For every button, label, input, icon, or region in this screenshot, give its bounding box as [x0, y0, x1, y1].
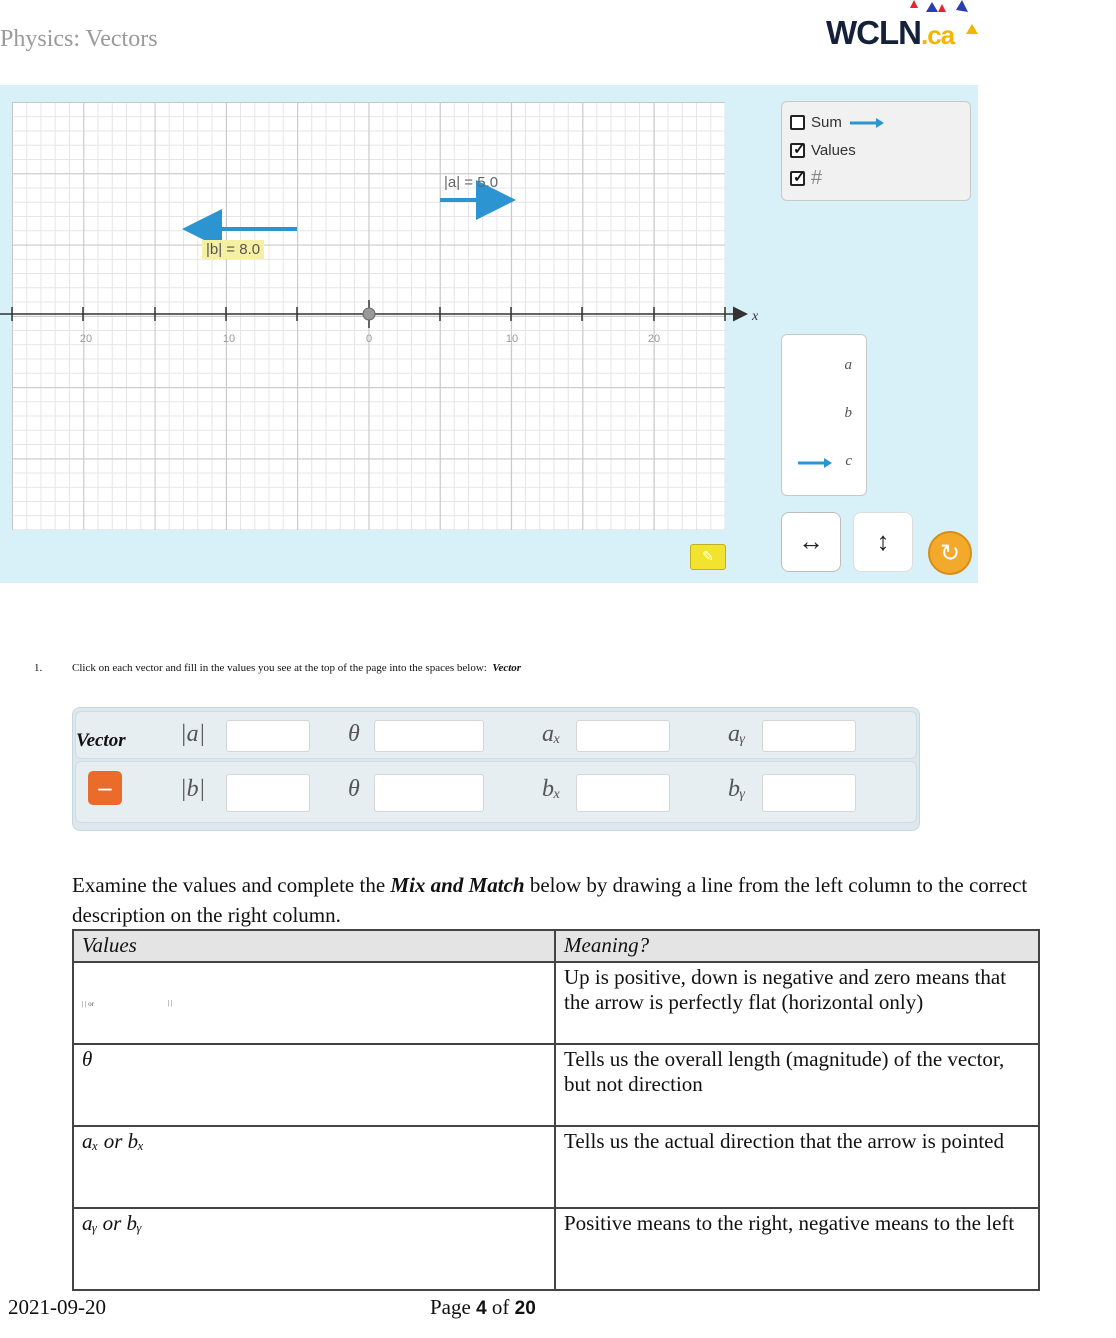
- tick-label: 20: [647, 333, 661, 345]
- bucket-vector-b[interactable]: b: [844, 405, 852, 421]
- document-title: Physics: Vectors: [0, 26, 158, 52]
- footer-page-number: [430, 1295, 536, 1320]
- values-cell-text: | | or: [82, 1000, 95, 1008]
- mag-a-symbol: |a|: [180, 721, 206, 747]
- question-number: 1.: [34, 662, 43, 674]
- logo-suffix: .ca: [920, 20, 955, 50]
- ax-input[interactable]: [576, 720, 670, 752]
- para-before: Examine the values and complete the: [72, 873, 391, 897]
- para-after: below by drawing a line from the left column to the correct description on the right column.: [72, 873, 1028, 927]
- page-current: 4: [476, 1298, 487, 1319]
- page-total: 20: [514, 1298, 536, 1319]
- instruction-paragraph: [72, 870, 1032, 930]
- remove-vector-button[interactable]: [88, 771, 122, 805]
- meaning-cell[interactable]: Tells us the overall length (magnitude) of the vector, but not direction: [555, 1044, 1039, 1126]
- values-option[interactable]: [790, 142, 856, 159]
- values-label: Values: [811, 142, 856, 159]
- values-cell-mark: | |: [168, 999, 173, 1007]
- vector-b-magnitude-label: |b| = 8.0: [202, 240, 264, 259]
- reset-button[interactable]: [928, 531, 972, 575]
- tick-label: 10: [505, 333, 519, 345]
- eraser-button[interactable]: [690, 544, 726, 570]
- grid-checkbox[interactable]: [790, 171, 805, 186]
- table-row: [73, 1208, 1039, 1290]
- by-symbol: bᵧ: [728, 776, 746, 802]
- meaning-header: Meaning?: [555, 930, 1039, 962]
- meaning-cell[interactable]: Up is positive, down is negative and zero means that the arrow is perfectly flat (horizontal only): [555, 962, 1039, 1044]
- grid-option[interactable]: [790, 167, 823, 189]
- ay-symbol: aᵧ: [728, 721, 746, 747]
- vector-label: Vector: [76, 730, 126, 751]
- horizontal-mode-button[interactable]: [781, 512, 841, 572]
- ay-input[interactable]: [762, 720, 856, 752]
- by-input[interactable]: [762, 774, 856, 812]
- meaning-cell[interactable]: Tells us the actual direction that the arrow is pointed: [555, 1126, 1039, 1208]
- page-prefix: Page: [430, 1295, 477, 1319]
- vector-simulation: [0, 85, 978, 583]
- values-cell[interactable]: aₓ or bₓ: [73, 1126, 555, 1208]
- meaning-cell[interactable]: Positive means to the right, negative means to the left: [555, 1208, 1039, 1290]
- theta-a-input[interactable]: [374, 720, 484, 752]
- wcln-logo: [822, 0, 982, 60]
- bucket-arrow-icon: [796, 457, 832, 469]
- bucket-vector-c[interactable]: c: [845, 453, 852, 469]
- page-of: of: [486, 1295, 515, 1319]
- tick-label: 10: [222, 333, 236, 345]
- vector-a-row: [75, 711, 917, 759]
- table-row: [73, 1044, 1039, 1126]
- sum-arrow-icon: [848, 117, 884, 129]
- values-cell[interactable]: aᵧ or bᵧ: [73, 1208, 555, 1290]
- tick-label: 0: [365, 333, 373, 345]
- ax-symbol: aₓ: [542, 721, 561, 747]
- mag-b-input[interactable]: [226, 774, 310, 812]
- mag-a-input[interactable]: [226, 720, 310, 752]
- mag-b-symbol: |b|: [180, 776, 206, 802]
- x-axis-label: x: [752, 309, 759, 324]
- vector-b-row: [75, 761, 917, 823]
- values-cell[interactable]: [73, 962, 555, 1044]
- table-header-row: [73, 930, 1039, 962]
- table-row: [73, 1126, 1039, 1208]
- logo-text: WCLN: [826, 14, 921, 51]
- bucket-vector-a[interactable]: a: [844, 357, 852, 373]
- eraser-icon: ✎: [702, 549, 714, 565]
- values-cell[interactable]: θ: [73, 1044, 555, 1126]
- question-1: [34, 662, 522, 674]
- vertical-mode-button[interactable]: [853, 512, 913, 572]
- sum-option[interactable]: [790, 114, 884, 131]
- question-vector-word: Vector: [492, 662, 522, 674]
- vector-values-table: [72, 707, 920, 831]
- tick-label: 20: [79, 333, 93, 345]
- sum-checkbox[interactable]: [790, 115, 805, 130]
- vector-bucket: [781, 334, 867, 496]
- footer-date: 2021-09-20: [8, 1295, 106, 1319]
- origin-dot[interactable]: [363, 308, 375, 320]
- vertical-arrows-icon: ↕: [876, 527, 890, 556]
- values-header: Values: [73, 930, 555, 962]
- sum-label: Sum: [811, 114, 842, 131]
- bx-input[interactable]: [576, 774, 670, 812]
- question-text: Click on each vector and fill in the values you see at the top of the page into the spaces below:: [72, 662, 487, 674]
- values-checkbox[interactable]: [790, 143, 805, 158]
- table-row: [73, 962, 1039, 1044]
- minus-icon: –: [98, 773, 112, 802]
- reset-icon: ↻: [939, 539, 961, 567]
- theta-b-input[interactable]: [374, 774, 484, 812]
- grid-icon: #: [811, 167, 823, 189]
- options-panel: [781, 101, 971, 201]
- theta-a-symbol: θ: [348, 721, 360, 747]
- para-emphasis: Mix and Match: [390, 873, 525, 897]
- theta-b-symbol: θ: [348, 776, 360, 802]
- vector-a-magnitude-label: |a| = 5.0: [444, 174, 499, 191]
- bx-symbol: bₓ: [542, 776, 561, 802]
- horizontal-arrows-icon: ↔: [798, 527, 824, 556]
- mix-and-match-table: [72, 929, 1040, 1291]
